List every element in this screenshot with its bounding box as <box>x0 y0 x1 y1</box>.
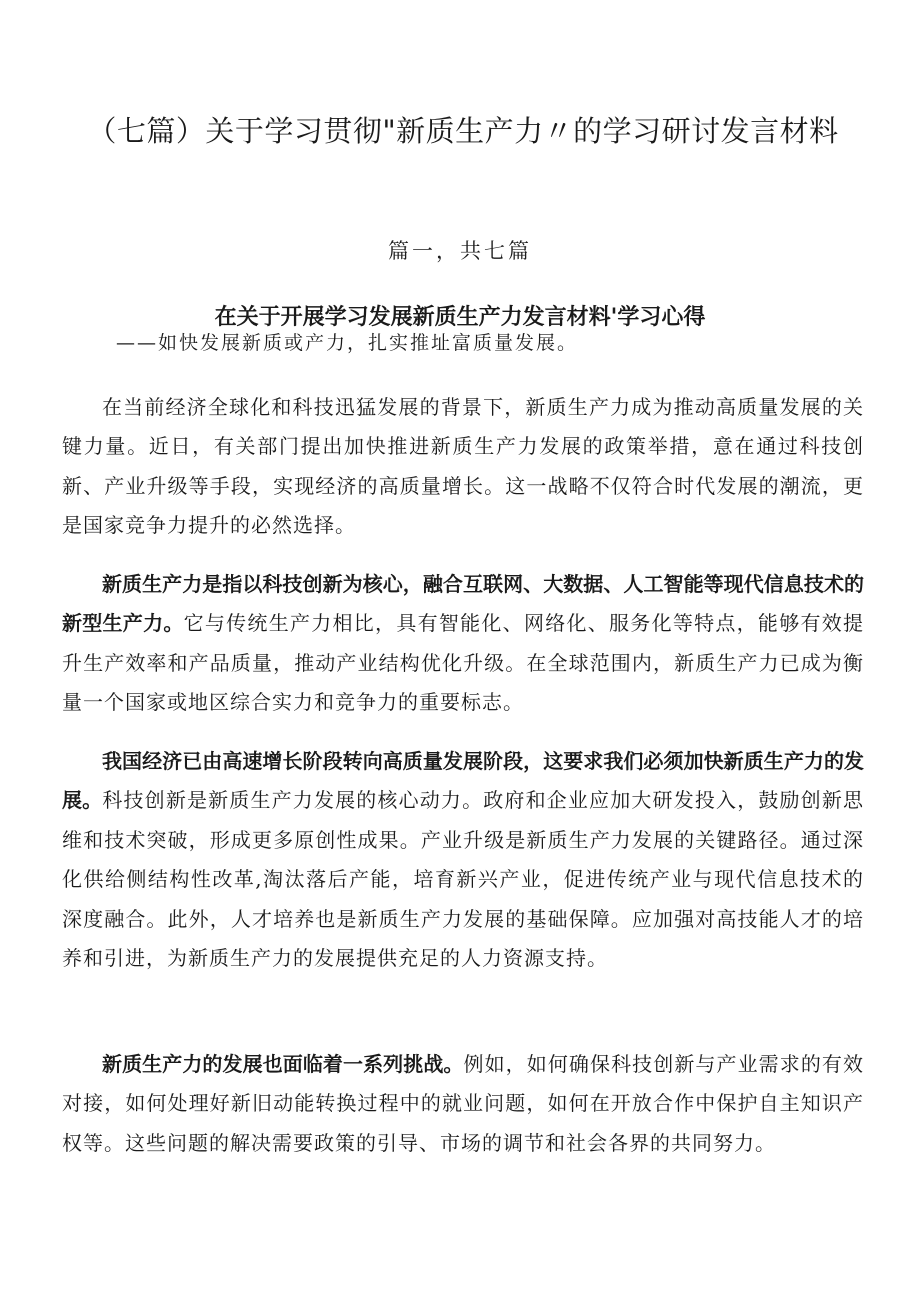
paragraph-3-lead: 我国经济已由高速增长阶段转向高质量发展阶段，这要求我们必须加快新质生产力的发展。 <box>62 749 864 813</box>
paragraph-1 <box>62 388 864 546</box>
paragraph-4 <box>62 1045 864 1163</box>
paragraph-2-lead: 新质生产力是指以科技创新为核心，融合互联网、大数据、人工智能等现代信息技术的新型生产力。 <box>62 572 864 636</box>
paragraph-3-text: 科技创新是新质生产力发展的核心动力。政府和企业应加大研发投入，鼓励创新思维和技术突破，形成更多原创性成果。产业升级是新质生产力发展的关键路径。通过深化供给侧结构性改革,淘汰落后产能，培育新兴产业，促进传统产业与现代信息技术的深度融合。此外，人才培养也是新质生产力发展的基础保障。应加强对高技能人才的培养和引进，为新质生产力的发展提供充足的人力资源支持。 <box>62 788 865 971</box>
section-label: 篇一，共七篇 <box>388 239 532 263</box>
paragraph-2-text: 它与传统生产力相比，具有智能化、网络化、服务化等特点，能够有效提升生产效率和产品质量，推动产业结构优化升级。在全球范围内，新质生产力已成为衡量一个国家或地区综合实力和竞争力的重要标志。 <box>62 611 865 715</box>
section-subtitle: ——如快发展新质或产力，扎实推址富质量发展。 <box>116 332 579 354</box>
paragraph-1-text: 在当前经济全球化和科技迅猛发展的背景下，新质生产力成为推动高质量发展的关键力量。近日，有关部门提出加快推进新质生产力发展的政策举措，意在通过科技创新、产业升级等手段，实现经济的高质量增长。这一战略不仅符合时代发展的潮流，更是国家竞争力提升的必然选择。 <box>62 395 864 538</box>
paragraph-4-lead: 新质生产力的发展也面临着一系列挑战。 <box>102 1052 464 1076</box>
paragraph-3 <box>62 742 864 978</box>
paragraph-4-text: 例如，如何确保科技创新与产业需求的有效对接，如何处理好新旧动能转换过程中的就业问题，如何在开放合作中保护自主知识产权等。这些问题的解决需要政策的引导、市场的调节和社会各界的共同努力。 <box>62 1052 864 1155</box>
paragraph-2 <box>62 565 864 723</box>
document-title: （七篇）关于学习贯彻"新质生产力〃的学习研讨发言材料 <box>87 114 839 149</box>
section-heading: 在关于开展学习发展新质生产力发言材料'学习心得 <box>214 305 706 331</box>
